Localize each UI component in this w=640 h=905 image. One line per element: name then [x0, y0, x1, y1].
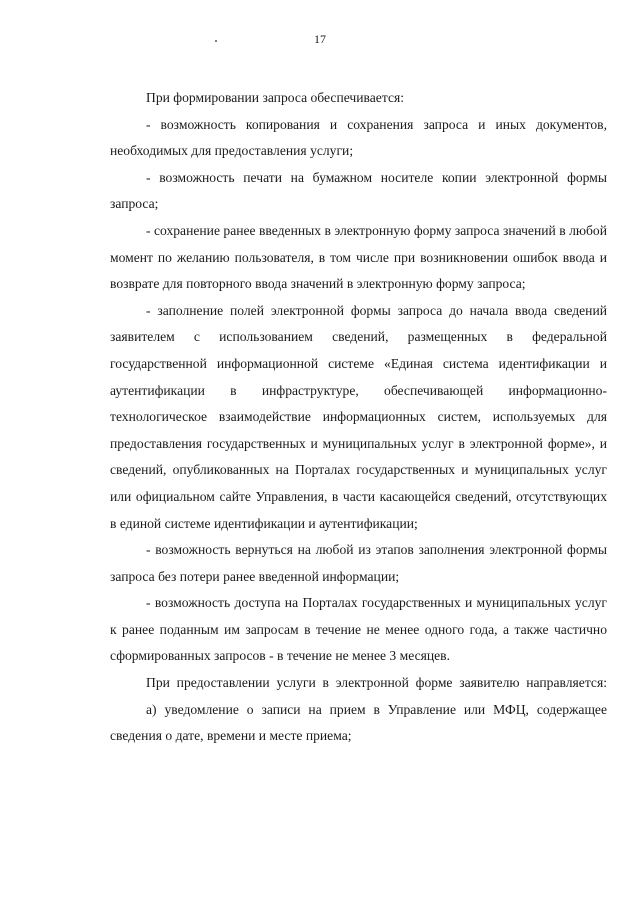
page-number: 17: [314, 32, 326, 46]
paragraph-notification-a: а) уведомление о записи на прием в Управление или МФЦ, содержащее сведения о дате, времени и месте приема;: [110, 701, 607, 744]
paragraph-copy-save: - возможность копирования и сохранения запроса и иных документов, необходимых для предоставления услуги;: [110, 116, 607, 159]
document-body: [110, 85, 607, 750]
paragraph-save-values: - сохранение ранее введенных в электронную форму запроса значений в любой момент по желанию пользователя, в том числе при возникновении ошибок ввода и возврате для повторного ввода значений в электронную форму запроса;: [110, 222, 607, 292]
paragraph-electronic-service: При предоставлении услуги в электронной форме заявителю направляется:: [146, 675, 607, 691]
paragraph-return-step: - возможность вернуться на любой из этапов заполнения электронной формы запроса без потери ранее введенной информации;: [110, 542, 607, 584]
paragraph-autofill: - заполнение полей электронной формы запроса до начала ввода сведений заявителем с использованием сведений, размещенных в федеральной государственной информационной системе «Единая система идентификации и аутентификации в инфраструктуре, обеспечивающей информационно-технологическое взаимодействие информационных систем, используемых для предоставления государственных и муниципальных услуг в электронной форме», и сведений, опубликованных на Порталах государственных и муниципальных услуг или официальном сайте Управления, в части касающейся сведений, отсутствующих в единой системе идентификации и аутентификации;: [110, 302, 607, 531]
scan-speck: [215, 40, 217, 42]
paragraph-print: - возможность печати на бумажном носителе копии электронной формы запроса;: [110, 169, 607, 212]
paragraph-intro: При формировании запроса обеспечивается:: [146, 90, 405, 105]
paragraph-access-requests: - возможность доступа на Порталах государственных и муниципальных услуг к ранее поданным им запросам в течение не менее одного года, а также частично сформированных запросов - в течение не менее 3 месяцев.: [110, 595, 607, 664]
